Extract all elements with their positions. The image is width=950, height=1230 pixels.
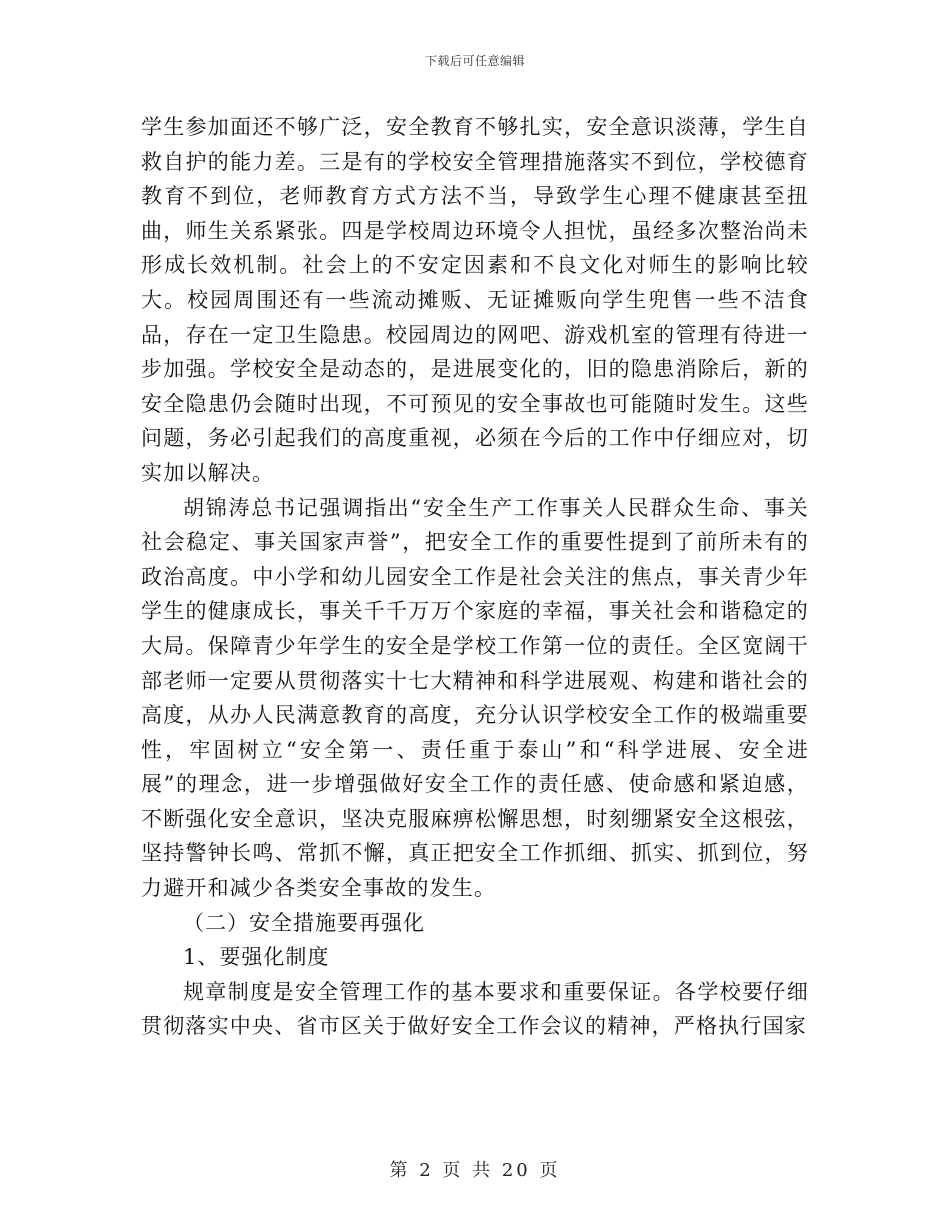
section-heading: （二）安全措施要再强化: [183, 910, 425, 935]
subsection-heading: 1、要强化制度: [183, 945, 330, 970]
page-header-note: 下载后可任意编辑: [424, 54, 525, 68]
document-body: [141, 110, 809, 1044]
paragraph-safety-importance: 胡锦涛总书记强调指出“安全生产工作事关人民群众生命、事关社会稳定、事关国家声誉”，把安全工作的重要性提到了前所未有的政治高度。中小学和幼儿园安全工作是社会关注的焦点，事关青少年学生的健康成长，事关千千万万个家庭的幸福，事关社会和谐稳定的大局。保障青少年学生的安全是学校工作第一位的责任。全区宽阔干部老师一定要从贯彻落实十七大精神和科学进展观、构建和谐社会的高度，从办人民满意教育的高度，充分认识学校安全工作的极端重要性，牢固树立“安全第一、责任重于泰山”和“科学进展、安全进展”的理念，进一步增强做好安全工作的责任感、使命感和紧迫感，不断强化安全意识，坚决克服麻痹松懈思想，时刻绷紧安全这根弦，坚持警钟长鸣、常抓不懈，真正把安全工作抓细、抓实、抓到位，努力避开和减少各类安全事故的发生。: [141, 495, 809, 901]
paragraph-continuation: 学生参加面还不够广泛，安全教育不够扎实，安全意识淡薄，学生自救自护的能力差。三是有的学校安全管理措施落实不到位，学校德育教育不到位，老师教育方式方法不当，导致学生心理不健康甚至扭曲，师生关系紧张。四是学校周边环境令人担忧，虽经多次整治尚未形成长效机制。社会上的不安定因素和不良文化对师生的影响比较大。校园周围还有一些流动摊贩、无证摊贩向学生兜售一些不洁食品，存在一定卫生隐患。校园周边的网吧、游戏机室的管理有待进一步加强。学校安全是动态的，是进展变化的，旧的隐患消除后，新的安全隐患仍会随时出现，不可预见的安全事故也可能随时发生。这些问题，务必引起我们的高度重视，必须在今后的工作中仔细应对，切实加以解决。: [141, 115, 809, 485]
page-number-footer: 第 2 页 共 20 页: [389, 1160, 561, 1181]
paragraph-regulations: 规章制度是安全管理工作的基本要求和重要保证。各学校要仔细贯彻落实中央、省市区关于做好安全工作会议的精神，严格执行国家: [141, 979, 809, 1039]
